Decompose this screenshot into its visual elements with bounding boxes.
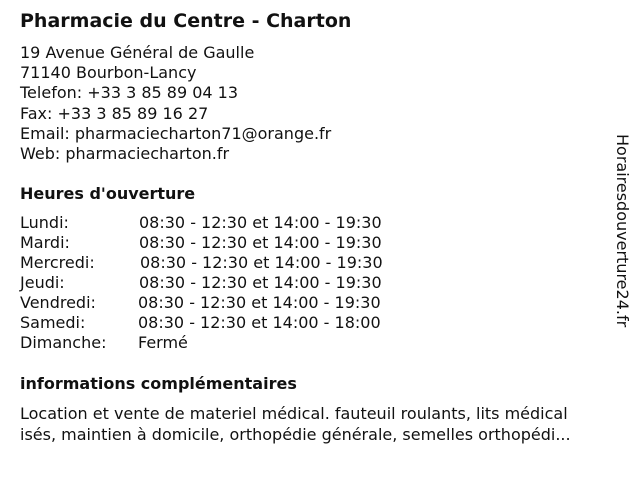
day-label: Mercredi: <box>20 253 95 272</box>
hours-heading: Heures d'ouverture <box>20 184 196 203</box>
contact-block <box>20 43 331 164</box>
time-value: Fermé <box>138 333 188 352</box>
time-value: 08:30 - 12:30 et 14:00 - 19:30 <box>139 213 382 232</box>
day-label: Vendredi: <box>20 293 96 312</box>
day-label: Dimanche: <box>20 333 107 352</box>
email-line: Email: pharmaciecharton71@orange.fr <box>20 123 332 143</box>
time-value: 08:30 - 12:30 et 14:00 - 19:30 <box>139 273 382 292</box>
info-line-1: Location et vente de materiel médical. fauteuil roulants, lits médical <box>20 404 568 423</box>
day-label: Mardi: <box>20 233 70 252</box>
pharmacy-title: Pharmacie du Centre - Charton <box>20 10 352 32</box>
time-value: 08:30 - 12:30 et 14:00 - 19:30 <box>138 293 381 312</box>
address-line-2: 71140 Bourbon-Lancy <box>20 63 197 83</box>
site-watermark: Horairesdouverture24.fr <box>613 134 632 328</box>
fax-line: Fax: +33 3 85 89 16 27 <box>20 103 209 123</box>
time-value: 08:30 - 12:30 et 14:00 - 18:00 <box>138 313 381 332</box>
web-line: Web: pharmaciecharton.fr <box>20 144 230 164</box>
info-description <box>20 404 571 445</box>
time-value: 08:30 - 12:30 et 14:00 - 19:30 <box>140 253 383 272</box>
day-label: Lundi: <box>20 213 69 232</box>
time-value: 08:30 - 12:30 et 14:00 - 19:30 <box>139 233 382 252</box>
info-line-2: isés, maintien à domicile, orthopédie générale, semelles orthopédi... <box>20 424 571 444</box>
day-label: Samedi: <box>20 313 86 332</box>
phone-line: Telefon: +33 3 85 89 04 13 <box>20 83 239 103</box>
address-line-1: 19 Avenue Général de Gaulle <box>20 43 255 62</box>
info-heading: informations complémentaires <box>20 374 297 393</box>
day-label: Jeudi: <box>20 273 65 292</box>
